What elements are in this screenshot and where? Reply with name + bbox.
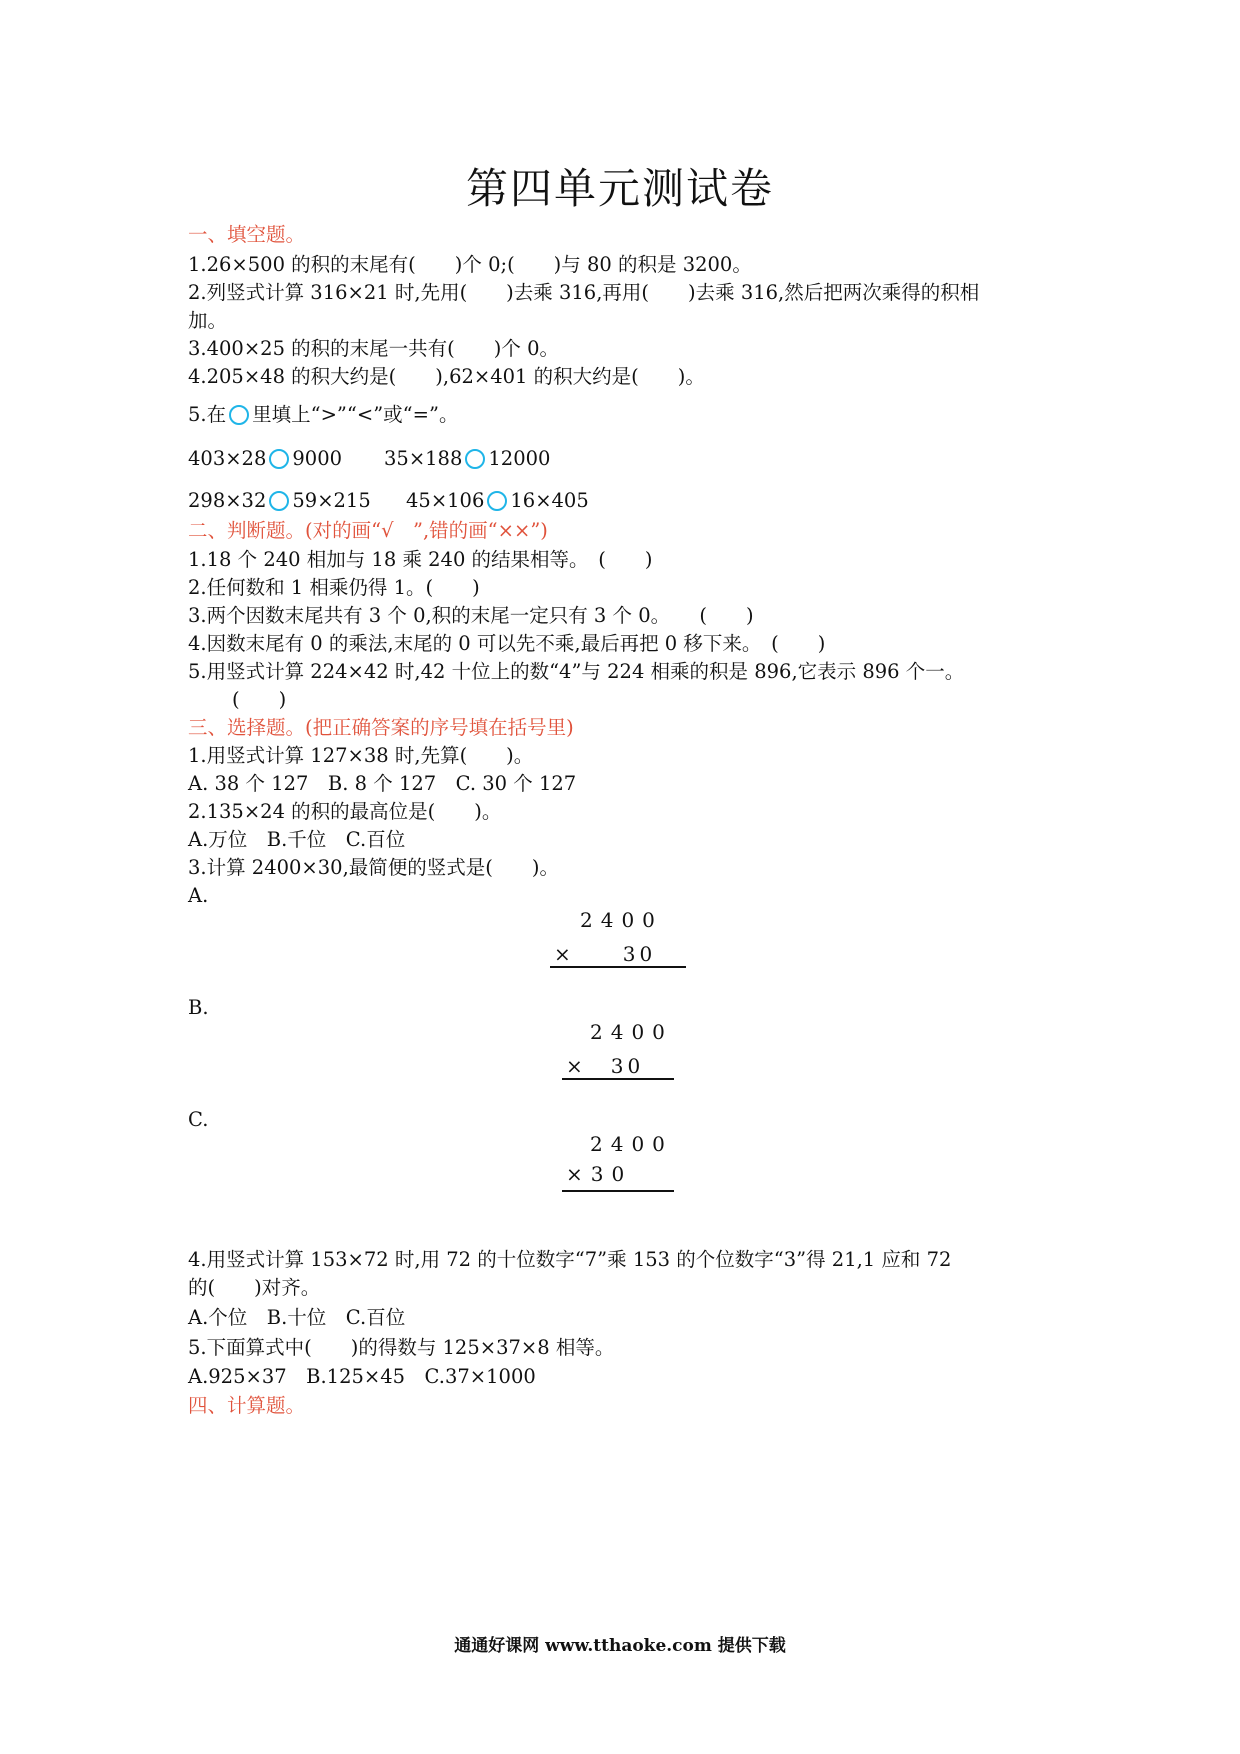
compare-right-1: 9000 <box>292 447 343 470</box>
section-judge-heading: 二、判断题。(对的画“√ ”,错的画“××”) <box>188 519 548 542</box>
compare-circle-icon[interactable] <box>465 449 485 469</box>
compare-circle-icon[interactable] <box>269 491 289 511</box>
calc-b-bottom: × 30 <box>566 1054 645 1078</box>
choice-q4-options: A.个位 B.十位 C.百位 <box>188 1306 406 1329</box>
calc-b-rule <box>562 1078 674 1080</box>
compare-right-4: 16×405 <box>510 489 589 512</box>
fill-q5 <box>188 402 458 428</box>
fill-q3: 3.400×25 的积的末尾一共有( )个 0。 <box>188 337 559 360</box>
compare-row-2 <box>384 446 550 472</box>
compare-right-3: 59×215 <box>292 489 371 512</box>
choice-q1-options: A. 38 个 127 B. 8 个 127 C. 30 个 127 <box>188 772 577 795</box>
fill-q4: 4.205×48 的积大约是( ),62×401 的积大约是( )。 <box>188 365 705 388</box>
vertical-calc-c <box>562 1132 682 1192</box>
compare-row-3 <box>188 488 371 514</box>
choice-q5-options: A.925×37 B.125×45 C.37×1000 <box>188 1365 536 1388</box>
blank-circle-icon <box>229 405 249 425</box>
choice-q5: 5.下面算式中( )的得数与 125×37×8 相等。 <box>188 1336 615 1359</box>
calc-a-rule <box>550 966 686 968</box>
section-fill-in-heading: 一、填空题。 <box>188 223 306 246</box>
judge-q3: 3.两个因数末尾共有 3 个 0,积的末尾一定只有 3 个 0。 ( ) <box>188 604 754 627</box>
compare-left-4: 45×106 <box>406 489 485 512</box>
compare-row-1 <box>188 446 342 472</box>
judge-q4: 4.因数末尾有 0 的乘法,末尾的 0 可以先不乘,最后再把 0 移下来。 ( ) <box>188 632 826 655</box>
compare-left-2: 35×188 <box>384 447 463 470</box>
compare-left-3: 298×32 <box>188 489 267 512</box>
calc-c-bottom: ×30 <box>566 1162 633 1186</box>
section-calc-heading: 四、计算题。 <box>188 1394 306 1417</box>
choice-q3-option-a-label: A. <box>188 884 209 907</box>
fill-q2-line1: 2.列竖式计算 316×21 时,先用( )去乘 316,再用( )去乘 316,然后把两次乘得的积相 <box>188 281 980 304</box>
choice-q2: 2.135×24 的积的最高位是( )。 <box>188 800 502 823</box>
judge-q2: 2.任何数和 1 相乘仍得 1。( ) <box>188 576 480 599</box>
judge-q5-line1: 5.用竖式计算 224×42 时,42 十位上的数“4”与 224 相乘的积是 896,它表示 896 个一。 <box>188 660 965 683</box>
choice-q1: 1.用竖式计算 127×38 时,先算( )。 <box>188 744 534 767</box>
fill-q2-line2: 加。 <box>188 309 228 332</box>
page-title: 第四单元测试卷 <box>465 164 774 213</box>
vertical-calc-b <box>562 1020 682 1080</box>
judge-q1: 1.18 个 240 相加与 18 乘 240 的结果相等。 ( ) <box>188 548 653 571</box>
compare-right-2: 12000 <box>488 447 551 470</box>
choice-q3-option-b-label: B. <box>188 996 209 1019</box>
fill-q5-prefix: 5.在 <box>188 403 227 426</box>
judge-q5-answer: ( ) <box>232 688 287 711</box>
compare-circle-icon[interactable] <box>269 449 289 469</box>
calc-b-top: 2400 <box>590 1020 673 1044</box>
choice-q4-line1: 4.用竖式计算 153×72 时,用 72 的十位数字“7”乘 153 的个位数字“3”得 21,1 应和 72 <box>188 1248 952 1271</box>
choice-q3: 3.计算 2400×30,最简便的竖式是( )。 <box>188 856 559 879</box>
compare-circle-icon[interactable] <box>487 491 507 511</box>
calc-c-rule <box>562 1190 674 1192</box>
choice-q4-line2: 的( )对齐。 <box>188 1276 321 1299</box>
footer-source: 通通好课网 www.tthaoke.com 提供下载 <box>454 1636 786 1656</box>
compare-row-4 <box>406 488 589 514</box>
choice-q3-option-c-label: C. <box>188 1108 209 1131</box>
calc-a-top: 2400 <box>580 908 663 932</box>
section-choice-heading: 三、选择题。(把正确答案的序号填在括号里) <box>188 716 574 739</box>
fill-q5-suffix: 里填上“>”“<”或“=”。 <box>252 403 459 426</box>
calc-c-top: 2400 <box>590 1132 673 1156</box>
vertical-calc-a <box>550 908 690 968</box>
compare-left-1: 403×28 <box>188 447 267 470</box>
calc-a-bottom: × 30 <box>554 942 657 966</box>
fill-q1: 1.26×500 的积的末尾有( )个 0;( )与 80 的积是 3200。 <box>188 253 752 276</box>
choice-q2-options: A.万位 B.千位 C.百位 <box>188 828 406 851</box>
